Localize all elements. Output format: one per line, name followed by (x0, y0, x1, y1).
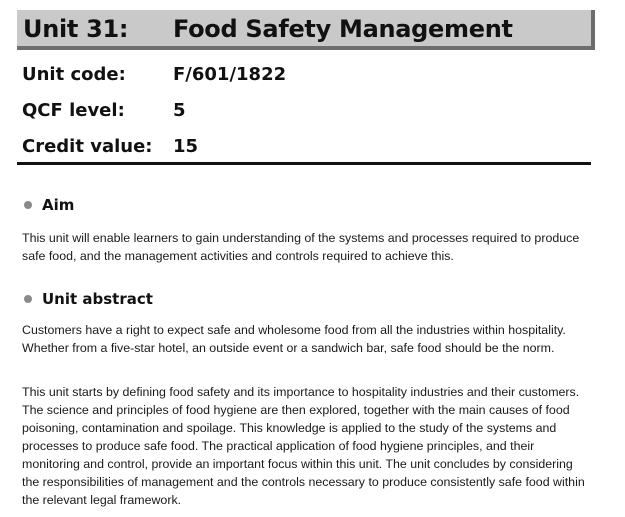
abstract-heading-text: Unit abstract (42, 290, 153, 308)
unit-title-bar (17, 10, 595, 50)
abstract-heading (22, 290, 153, 312)
header-divider (17, 162, 591, 165)
aim-heading (22, 196, 74, 218)
qcf-level-value: 5 (173, 100, 186, 121)
aim-heading-text: Aim (42, 196, 75, 214)
unit-title: Food Safety Management (173, 15, 513, 43)
unit-number: Unit 31: (23, 15, 129, 43)
bullet-icon (24, 295, 32, 303)
abstract-paragraph-1: Customers have a right to expect safe and wholesome food from all the industries within hospitality. Whether from a five-star hotel, an outside event or a sandwich bar, safe food should be the norm. (22, 323, 566, 355)
abstract-paragraph-2: This unit starts by defining food safety and its importance to hospitality industries and their customers. The science and principles of food hygiene are then explored, together with the main causes of food poisoning, contamination and spoilage. This knowledge is applied to the study of the systems and processes to produce safe food. The practical application of food hygiene principles, and their monitoring and control, provide an important focus within this unit. The unit concludes by considering the responsibilities of management and the controls necessary to produce consistently safe food within the relevant legal framework. (22, 385, 585, 507)
unit-code-label: Unit code: (22, 64, 126, 85)
bullet-icon (24, 201, 32, 209)
credit-value-value: 15 (173, 136, 199, 157)
qcf-level-label: QCF level: (22, 100, 125, 121)
credit-value-label: Credit value: (22, 136, 153, 157)
unit-code-value: F/601/1822 (173, 64, 287, 85)
aim-text: This unit will enable learners to gain understanding of the systems and processes required to produce safe food, and the management activities and controls required to achieve this. (22, 231, 580, 263)
